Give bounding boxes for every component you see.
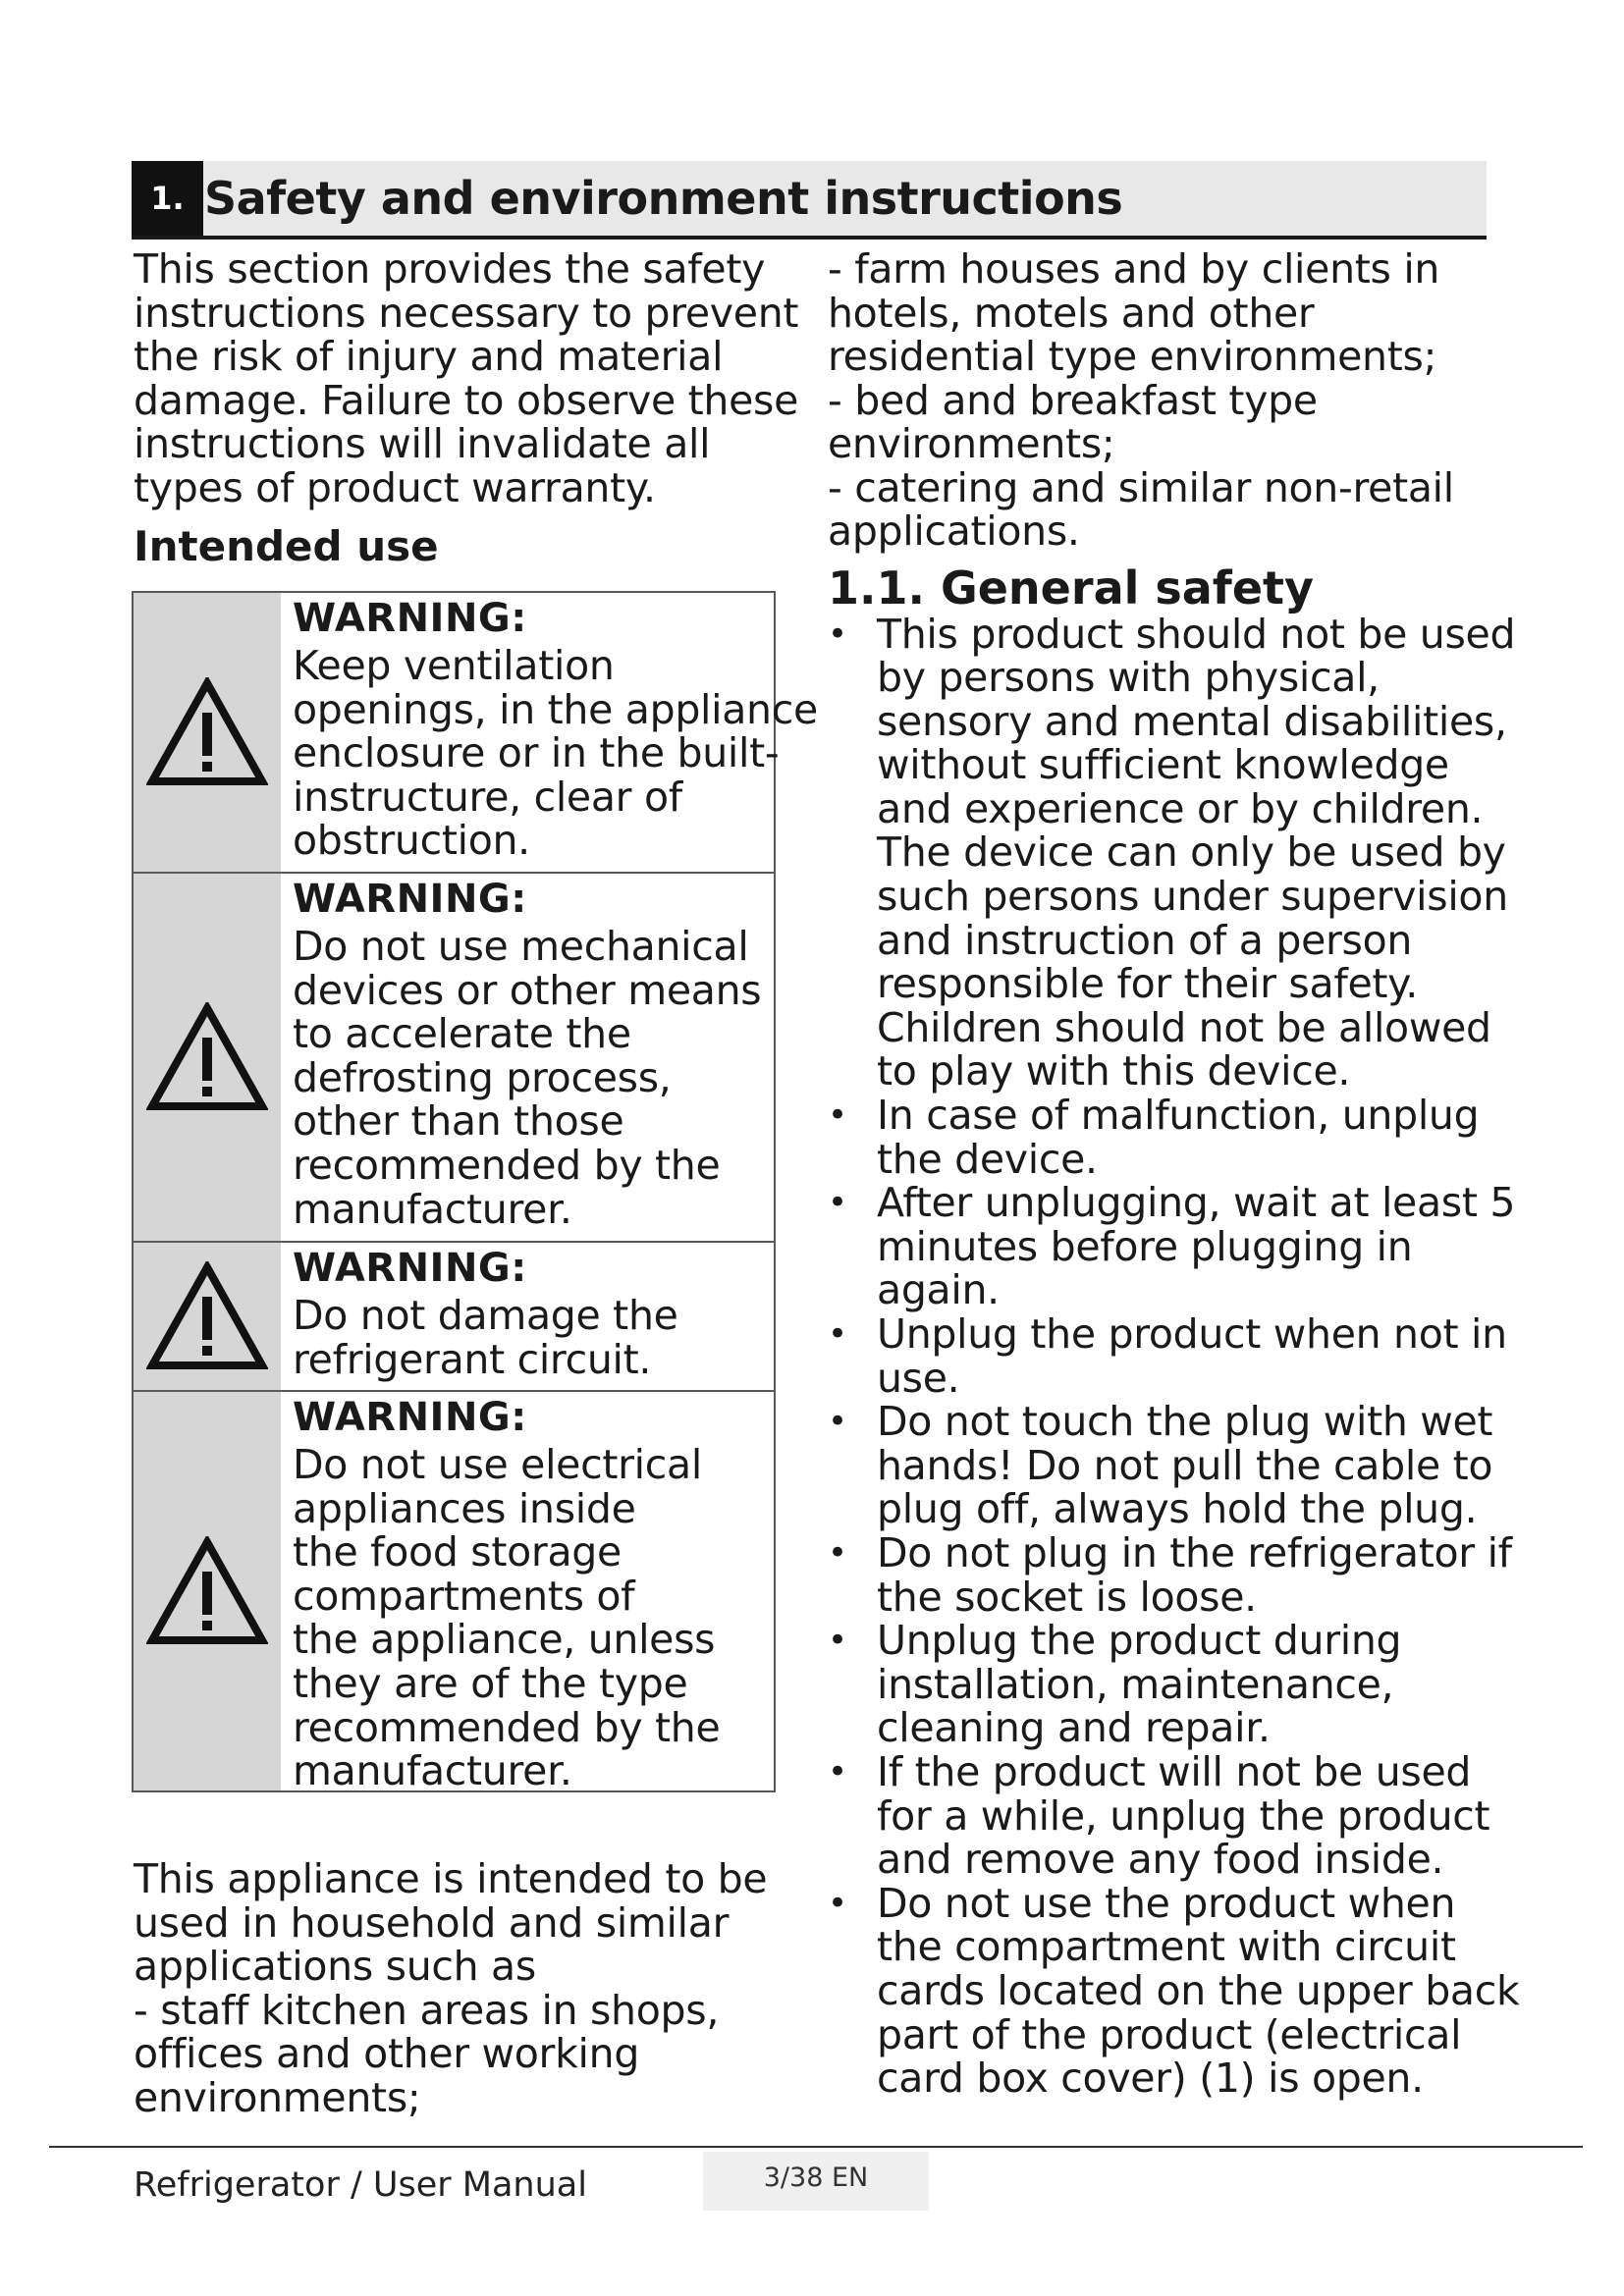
right-column — [828, 247, 1525, 2101]
warning-triangle-icon — [146, 677, 268, 787]
warning-title: WARNING: — [293, 877, 527, 922]
warning-icon-cell — [134, 1243, 281, 1390]
bullet-icon: • — [828, 614, 847, 654]
warning-title: WARNING: — [293, 1246, 527, 1291]
bullet-icon: • — [828, 1314, 847, 1354]
list-item: • Unplug the product during installation, maintenance, cleaning and repair. — [828, 1617, 1402, 1752]
warning-line: the appliance, unless — [293, 1616, 716, 1664]
warning-line: recommended by the — [293, 1703, 721, 1751]
section-number: 1. — [132, 161, 203, 236]
warning-line: instructure, clear of — [293, 773, 682, 821]
warning-line: to accelerate the — [293, 1010, 631, 1058]
intended-use-text — [134, 1857, 821, 2119]
warning-line: recommended by the — [293, 1141, 721, 1189]
warning-line: refrigerant circuit. — [293, 1335, 652, 1383]
warning-line: openings, in the appliance — [293, 685, 818, 733]
warning-icon-cell — [134, 874, 281, 1241]
general-safety-list — [828, 610, 1525, 2103]
bullet-icon: • — [828, 1621, 847, 1661]
warning-icon-cell — [134, 593, 281, 872]
bullet-icon: • — [828, 1883, 847, 1923]
warning-title: WARNING: — [293, 596, 527, 641]
left-column — [134, 247, 801, 570]
warning-line: defrosting process, — [293, 1053, 672, 1101]
warning-line: Do not damage the — [293, 1292, 678, 1339]
list-item: • Do not use the product when the compartment with circuit cards located on the upper back part of the product (electrical card box cover) (1) is open. — [828, 1879, 1520, 2103]
warning-line: they are of the type — [293, 1659, 688, 1707]
intended-use-heading: Intended use — [134, 522, 439, 570]
intended-paragraph: This appliance is intended to be used in household and similar applications such as — [134, 1855, 768, 1990]
warning-icon-cell — [134, 1392, 281, 1790]
warning-line: Keep ventilation — [293, 642, 615, 689]
usage-item: - farm houses and by clients in hotels, motels and other residential type environments; — [828, 245, 1440, 380]
list-item: • In case of malfunction, unplug the device. — [828, 1092, 1480, 1183]
intro-paragraph: This section provides the safety instructions necessary to prevent the risk of injury and material damage. Failure to observe these instructions will invalidate all types of product warranty. — [134, 245, 799, 511]
list-item: • This product should not be used by persons with physical, sensory and mental disabilities, without sufficient knowledge and experience or by children. The device can only be used by such persons under supervision and instruction of a person responsible for their safety. Children should not be allowed to play with this device. — [828, 610, 1516, 1095]
warning-line: manufacturer. — [293, 1185, 572, 1233]
warning-row — [134, 1392, 774, 1795]
warning-title: WARNING: — [293, 1395, 527, 1440]
list-item: • Unplug the product when not in use. — [828, 1310, 1507, 1402]
bullet-icon: • — [828, 1095, 847, 1136]
warning-line: devices or other means — [293, 966, 762, 1014]
warning-line: enclosure or in the built- — [293, 729, 780, 777]
list-item: • If the product will not be used for a while, unplug the product and remove any food inside. — [828, 1747, 1490, 1884]
footer-title: Refrigerator / User Manual — [134, 2165, 587, 2205]
usage-item: - catering and similar non-retail applications. — [828, 463, 1454, 555]
warning-line: manufacturer. — [293, 1747, 572, 1795]
list-item: • After unplugging, wait at least 5 minutes before plugging in again. — [828, 1179, 1516, 1314]
page-number: 3/38 EN — [703, 2152, 929, 2211]
warning-line: appliances inside — [293, 1484, 636, 1532]
warning-triangle-icon — [146, 1536, 268, 1646]
warning-line: Do not use electrical — [293, 1441, 702, 1488]
intended-item: - staff kitchen areas in shops, offices and other working environments; — [134, 1986, 720, 2121]
warning-line: the food storage — [293, 1528, 622, 1576]
bullet-icon: • — [828, 1183, 847, 1223]
general-safety-heading: 1.1. General safety — [828, 561, 1314, 614]
footer-divider — [49, 2146, 1583, 2148]
warning-line: obstruction. — [293, 817, 530, 865]
warning-line: Do not use mechanical — [293, 923, 749, 970]
warning-row — [134, 1243, 774, 1392]
warning-triangle-icon — [146, 1002, 268, 1112]
list-item: • Do not plug in the refrigerator if the socket is loose. — [828, 1528, 1512, 1621]
warning-line: compartments of — [293, 1572, 635, 1620]
usage-item: - bed and breakfast type environments; — [828, 376, 1318, 467]
warning-triangle-icon — [146, 1261, 268, 1371]
warning-row — [134, 593, 818, 874]
warning-row — [134, 874, 774, 1243]
warnings-table — [132, 591, 818, 1795]
section-title: Safety and environment instructions — [204, 172, 1123, 225]
bullet-icon: • — [828, 1532, 847, 1573]
warning-line: other than those — [293, 1097, 624, 1146]
list-item: • Do not touch the plug with wet hands! Do not pull the cable to plug off, always hold the plug. — [828, 1398, 1493, 1533]
bullet-icon: • — [828, 1751, 847, 1791]
bullet-icon: • — [828, 1402, 847, 1442]
section-header — [132, 161, 1487, 240]
